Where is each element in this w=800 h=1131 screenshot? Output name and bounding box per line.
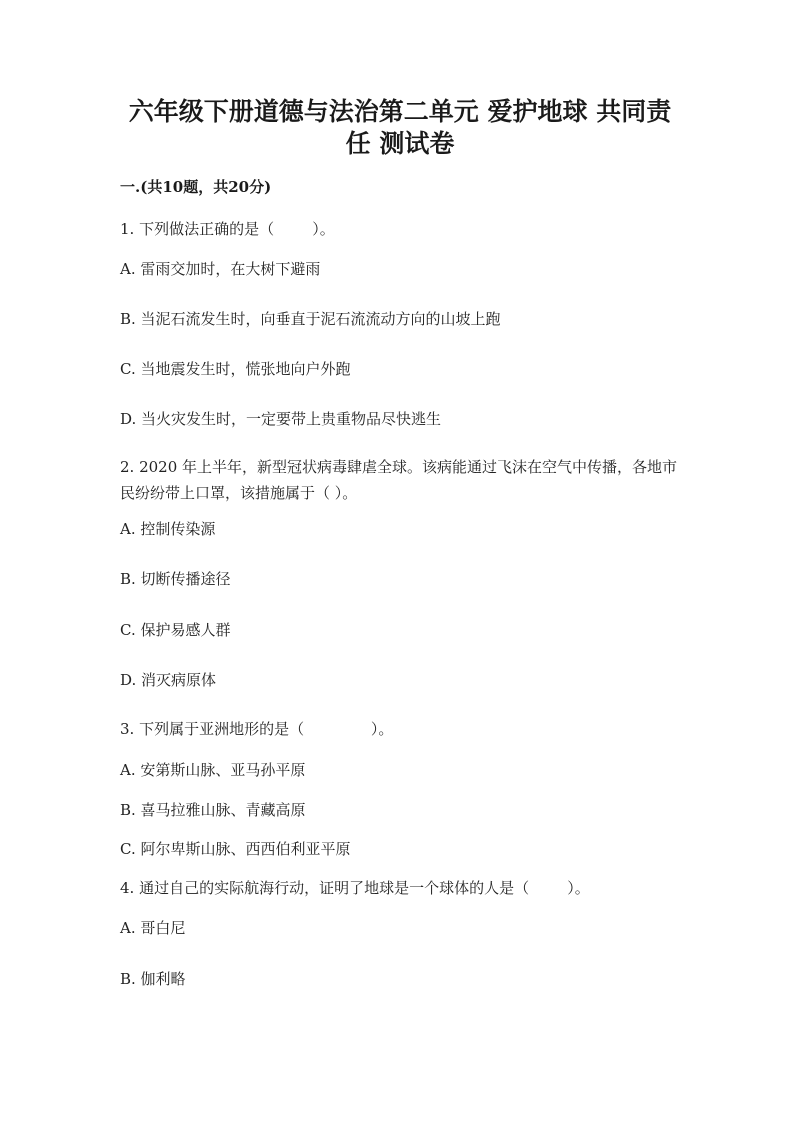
question-2-option-c: C. 保护易感人群 [120,621,231,639]
question-4-stem: 4. 通过自己的实际航海行动，证明了地球是一个球体的人是（ ）。 [120,879,590,897]
question-1-option-c: C. 当地震发生时，慌张地向户外跑 [120,360,351,378]
question-2-option-d: D. 消灭病原体 [120,671,217,689]
section-heading: 一.(共10题，共20分) [120,178,272,196]
question-3-option-a: A. 安第斯山脉、亚马孙平原 [120,761,306,779]
question-3-option-b: B. 喜马拉雅山脉、青藏高原 [120,801,306,819]
question-3-stem: 3. 下列属于亚洲地形的是（ ）。 [120,720,394,738]
question-3-option-c: C. 阿尔卑斯山脉、西西伯利亚平原 [120,840,351,858]
question-4-option-a: A. 哥白尼 [120,919,186,937]
question-2-option-a: A. 控制传染源 [120,520,216,538]
page-title: 六年级下册道德与法治第二单元 爱护地球 共同责任 测试卷 [128,97,672,158]
question-1-option-a: A. 雷雨交加时，在大树下避雨 [120,260,321,278]
question-1-option-b: B. 当泥石流发生时，向垂直于泥石流流动方向的山坡上跑 [120,310,501,328]
question-2-stem: 2. 2020 年上半年，新型冠状病毒肆虐全球。该病能通过飞沫在空气中传播，各地市民纷纷带上口罩，该措施属于（ ）。 [120,458,678,502]
question-1-stem: 1. 下列做法正确的是（ ）。 [120,220,335,238]
question-2-option-b: B. 切断传播途径 [120,570,231,588]
question-4-option-b: B. 伽利略 [120,970,186,988]
question-1-option-d: D. 当火灾发生时，一定要带上贵重物品尽快逃生 [120,410,442,428]
